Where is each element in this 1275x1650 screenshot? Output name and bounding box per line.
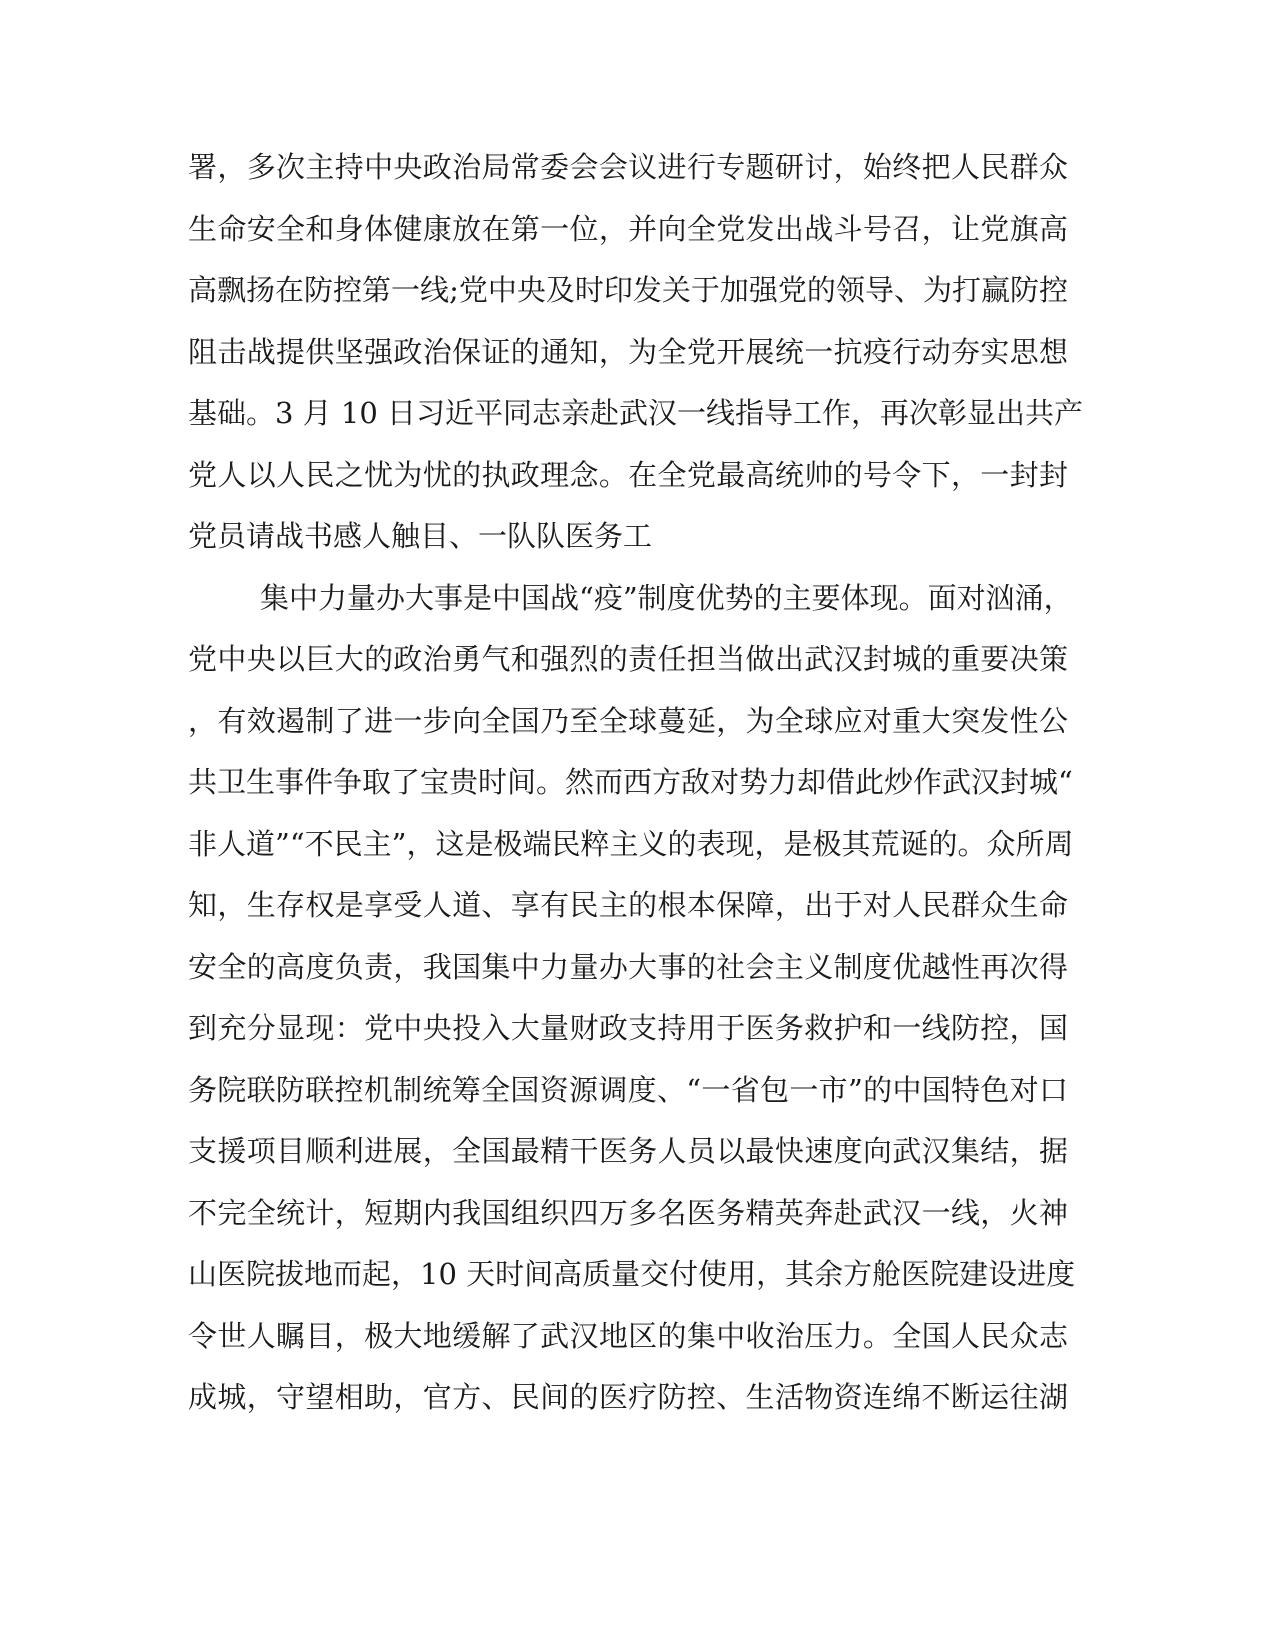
- paragraph-2-line: 不完全统计，短期内我国组织四万多名医务精英奔赴武汉一线，火神: [188, 1195, 1068, 1230]
- paragraph-2-line: 非人道”“不民主”，这是极端民粹主义的表现，是极其荒诞的。众所周: [188, 826, 1074, 861]
- document-body: [188, 137, 1084, 1429]
- paragraph-2-line: ，有效遏制了进一步向全国乃至全球蔓延，为全球应对重大突发性公: [188, 703, 1068, 738]
- paragraph-2-line: 山医院拔地而起，10 天时间高质量交付使用，其余方舱医院建设进度: [188, 1257, 1076, 1291]
- paragraph-2-line: 支援项目顺利进展，全国最精干医务人员以最快速度向武汉集结，据: [188, 1134, 1068, 1168]
- paragraph-2-line: 共卫生事件争取了宝贵时间。然而西方敌对势力却借此炒作武汉封城“: [188, 765, 1073, 799]
- paragraph-2-line: 令世人瞩目，极大地缓解了武汉地区的集中收治压力。全国人民众志: [188, 1318, 1068, 1353]
- paragraph-2-line: 安全的高度负责，我国集中力量办大事的社会主义制度优越性再次得: [188, 949, 1068, 984]
- paragraph-1-line: 党员请战书感人触目、一队队医务工: [188, 519, 653, 553]
- paragraph-1-line: 高飘扬在防控第一线;党中央及时印发关于加强党的领导、为打赢防控: [188, 273, 1068, 307]
- paragraph-1-line: 基础。3 月 10 日习近平同志亲赴武汉一线指导工作，再次彰显出共产: [188, 396, 1084, 430]
- paragraph-1: [188, 137, 1084, 568]
- paragraph-1-line: 阻击战提供坚强政治保证的通知，为全党开展统一抗疫行动夯实思想: [188, 334, 1068, 369]
- paragraph-2-line: 党中央以巨大的政治勇气和强烈的责任担当做出武汉封城的重要决策: [188, 642, 1068, 676]
- paragraph-2-line: 成城，守望相助，官方、民间的医疗防控、生活物资连绵不断运往湖: [188, 1380, 1068, 1414]
- paragraph-2-line: 知，生存权是享受人道、享有民主的根本保障，出于对人民群众生命: [188, 888, 1068, 922]
- paragraph-2-line: 务院联防联控机制统筹全国资源调度、“一省包一市”的中国特色对口: [188, 1072, 1068, 1107]
- paragraph-2-line: 集中力量办大事是中国战“疫”制度优势的主要体现。面对汹涌，: [260, 580, 1073, 615]
- paragraph-1-line: 党人以人民之忧为忧的执政理念。在全党最高统帅的号令下，一封封: [188, 457, 1068, 492]
- paragraph-1-line: 署，多次主持中央政治局常委会会议进行专题研讨，始终把人民群众: [188, 150, 1068, 184]
- paragraph-2-line: 到充分显现：党中央投入大量财政支持用于医务救护和一线防控，国: [188, 1011, 1068, 1045]
- paragraph-2: [188, 568, 1076, 1429]
- paragraph-1-line: 生命安全和身体健康放在第一位，并向全党发出战斗号召，让党旗高: [188, 211, 1068, 246]
